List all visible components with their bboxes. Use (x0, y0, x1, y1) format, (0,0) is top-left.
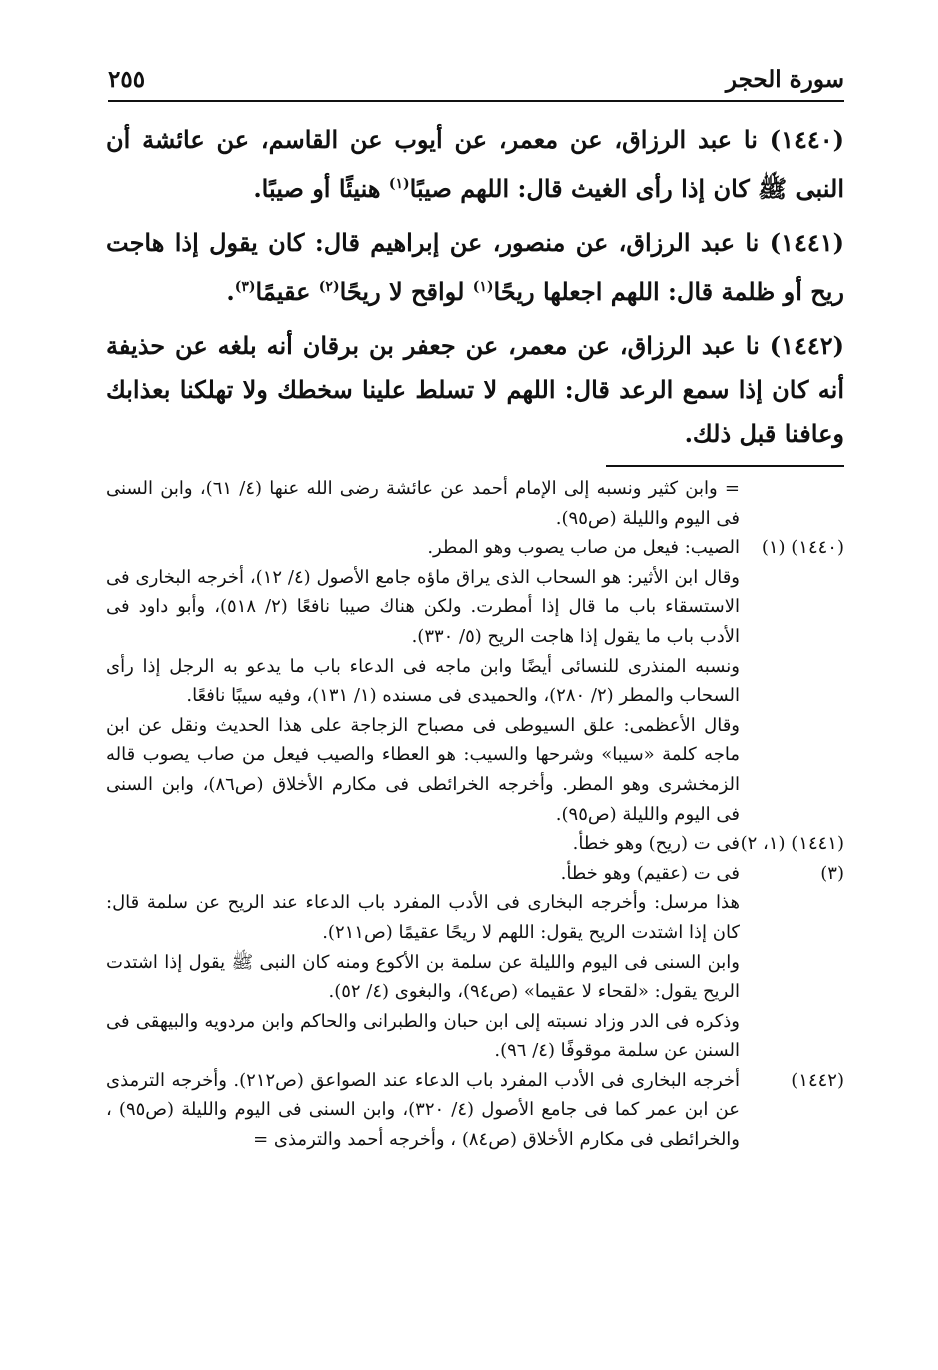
footnote (106, 652, 844, 711)
footnote-text: فى ت (عقيم) وهو خطأ. (560, 862, 740, 884)
footnote-label: (١٤٤٢) (791, 1069, 844, 1091)
footnote-text: الصيب: فيعل من صاب يصوب وهو المطر. (427, 537, 740, 559)
hadith-number: (١٤٤١) (769, 228, 844, 257)
hadith-1440 (106, 118, 844, 211)
footnote-label (740, 652, 844, 711)
footnote-label (740, 474, 844, 533)
hadith-1442 (106, 324, 844, 456)
hadith-text: نا عبد الرزاق، عن منصور، عن إبراهيم قال: كان يقول إذا هاجت ريح أو ظلمة قال: اللهم اجعلها ريحًا (106, 228, 844, 306)
footnote-label: (١٤٤١) (١، ٢) (740, 833, 844, 855)
page-header (108, 62, 844, 102)
footnote (106, 948, 844, 1007)
footnote-ref: (١) (388, 176, 410, 192)
footnote-text: فى ت (ريح) وهو خطأ. (572, 833, 740, 855)
footnote (106, 1066, 844, 1155)
footnote-label (740, 1007, 844, 1066)
footnote (106, 888, 844, 947)
footnote-label: (٣) (820, 862, 844, 884)
footnote-label: (١٤٤٠) (١) (761, 537, 844, 559)
footnote (106, 563, 844, 652)
page-number: ٢٥٥ (108, 66, 146, 93)
footnote-ref: (٢) (318, 279, 340, 295)
footnote (106, 474, 844, 533)
footnote-text: وذكره فى الدر وزاد نسبته إلى ابن حبان والطبرانى والحاكم وابن مردويه والبيهقى فى السنن عن سلمة موقوفًا (٤/ ٩٦). (106, 1010, 740, 1062)
footnote (106, 711, 844, 829)
footnote (106, 859, 844, 889)
hadith-1441 (106, 221, 844, 314)
hadith-text: . (226, 277, 235, 306)
footnote-text: وابن السنى فى اليوم والليلة عن سلمة بن الأكوع ومنه كان النبى ﷺ يقول إذا اشتدت الريح يقول: «لقحاء لا عقيما» (ص٩٤)، والبغوى (٤/ ٥٢). (106, 951, 740, 1003)
footnote (106, 533, 844, 563)
hadith-text: نا عبد الرزاق، عن معمر، عن جعفر بن برقان أنه بلغه عن حذيفة أنه كان إذا سمع الرعد قال: اللهم لا تسلط علينا سخطك ولا تهلكنا بعذابك وعافنا قبل ذلك. (106, 331, 844, 448)
hadith-text: هنيئًا أو صيبًا. (253, 174, 389, 203)
running-title: سورة الحجر (725, 66, 844, 93)
footnote-text: وقال الأعظمى: علق السيوطى فى مصباح الزجاجة على هذا الحديث ونقل عن ابن ماجه كلمة «سيبا» وشرحها والسيب: هو العطاء والصيب فيعل من صاب يصوب قاله الزمخشرى وهو المطر. وأخرجه الخرائطى فى مكارم الأخلاق (ص٨٦)، وابن السنى فى اليوم والليلة (ص٩٥). (106, 714, 740, 825)
footnote-text: ونسبه المنذرى للنسائى أيضًا وابن ماجه فى الدعاء باب ما يدعو به الرجل إذا رأى السحاب والمطر (٢/ ٢٨٠)، والحميدى فى مسنده (١/ ١٣١)، وفيه سيبًا نافعًا. (106, 655, 740, 707)
footnote-text: هذا مرسل: وأخرجه البخارى فى الأدب المفرد باب الدعاء عند الريح عن سلمة قال: كان إذا اشتدت الريح يقول: اللهم لا ريحًا عقيمًا (ص٢١١). (106, 892, 740, 943)
footnote-label (740, 563, 844, 652)
footnote-label (740, 948, 844, 1007)
footnote-ref: (١) (472, 279, 494, 295)
footnote-label (740, 711, 844, 829)
footnote-label (740, 888, 844, 947)
footnote-text: أخرجه البخارى فى الأدب المفرد باب الدعاء عند الصواعق (ص٢١٢). وأخرجه الترمذى عن ابن عمر كما فى جامع الأصول (٤/ ٣٢٠)، وابن السنى فى اليوم والليلة (ص٩٥) ، والخرائطى فى مكارم الأخلاق (ص٨٤) ، وأخرجه أحمد والترمذى = (106, 1069, 740, 1151)
footnote (106, 1007, 844, 1066)
footnote-text: = وابن كثير ونسبه إلى الإمام أحمد عن عائشة رضى الله عنها (٤/ ٦١)، وابن السنى فى اليوم والليلة (ص٩٥). (106, 478, 741, 529)
hadith-number: (١٤٤٢) (769, 331, 844, 360)
footnote-text: وقال ابن الأثير: هو السحاب الذى يراق ماؤه جامع الأصول (٤/ ١٢)، أخرجه البخارى فى الاستسقاء باب ما قال إذا أمطرت. ولكن هناك صيبا نافعًا (٢/ ٥١٨)، وأبو داود فى الأدب باب ما يقول إذا هاجت الريح (٥/ ٣٣٠). (106, 566, 740, 647)
footnote (106, 829, 844, 859)
footnotes (106, 474, 844, 1155)
main-text (106, 118, 844, 466)
footnote-divider (606, 465, 844, 467)
hadith-text: نا عبد الرزاق، عن معمر، عن أيوب عن القاسم، عن عائشة أن النبى ﷺ كان إذا رأى الغيث قال: اللهم صيبًا (106, 125, 844, 203)
hadith-number: (١٤٤٠) (769, 125, 844, 154)
footnote-ref: (٣) (234, 279, 256, 295)
hadith-text: عقيمًا (255, 277, 319, 306)
hadith-text: لواقح لا ريحًا (339, 277, 473, 306)
